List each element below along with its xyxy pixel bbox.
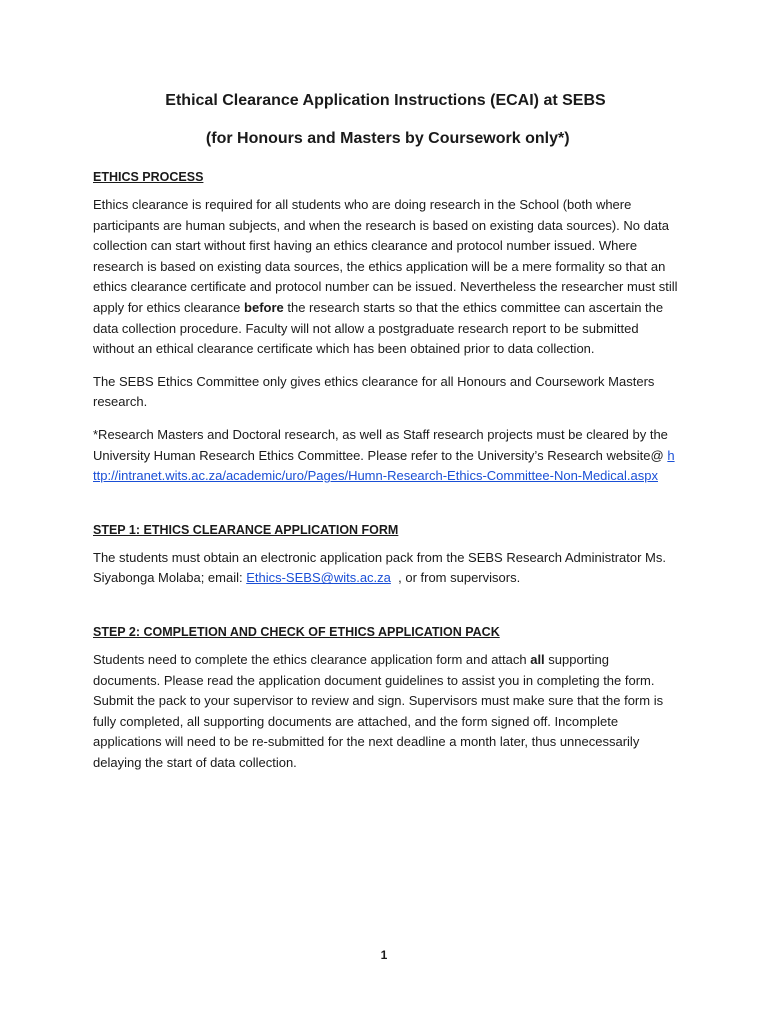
step-1-heading: STEP 1: ETHICS CLEARANCE APPLICATION FORM [93, 522, 399, 537]
ethics-process-paragraph-2: The SEBS Ethics Committee only gives ethics clearance for all Honours and Coursework Masters research. [93, 373, 655, 410]
step-2-paragraph-text-a: Students need to complete the ethics clearance application form and attach [93, 651, 531, 667]
ethics-email-link[interactable]: Ethics-SEBS@wits.ac.za [246, 570, 391, 586]
step-2-paragraph [93, 650, 678, 774]
ethics-process-paragraph-1-text-b: the research starts so that the ethics committee can ascertain the data collection procedure. Faculty will not allow a postgraduate research report to be submitted without an ethical clearance certificate which has been obtained prior to data collection. [93, 299, 664, 357]
document-title: Ethical Clearance Application Instructions (ECAI) at SEBS [165, 92, 606, 109]
document-body [93, 90, 678, 773]
step-2-paragraph-text-b: supporting documents. Please read the application document guidelines to assist you in completing the form. Submit the pack to your supervisor to review and sign. Supervisors must make sure that the form is fully completed, all supporting documents are attached, and the form signed off. Incomplete applications will need to be re-submitted for the next deadline a month later, thus unnecessarily delaying the start of data collection. [93, 651, 664, 770]
step-2-heading: STEP 2: COMPLETION AND CHECK OF ETHICS APPLICATION PACK [93, 624, 500, 639]
step-1-paragraph [93, 548, 678, 589]
ethics-process-paragraph-1 [93, 195, 678, 360]
step-2-paragraph-bold: all [530, 651, 545, 667]
ethics-process-paragraph-1-text-a: Ethics clearance is required for all students who are doing research in the School (both where participants are human subjects, and when the research is based on existing data sources). No data collection can start without first having an ethics clearance and protocol number issued. Where research is based on existing data sources, the ethics application will be a mere formality so that an ethics clearance certificate and protocol number can be issued. Nevertheless the researcher must still apply for ethics clearance [93, 197, 678, 315]
document-subtitle: (for Honours and Masters by Coursework only*) [201, 130, 570, 147]
research-ethics-website-link[interactable]: http://intranet.wits.ac.za/academic/uro/Pages/Humn-Research-Ethics-Committee-Non-Medical.aspx [93, 447, 675, 484]
ethics-process-paragraph-3-text: *Research Masters and Doctoral research, as well as Staff research projects must be cleared by the University Human Research Ethics Committee. Please refer to the University’s Research website@ [93, 426, 668, 463]
step-1-paragraph-text-b: , or from supervisors. [390, 570, 521, 586]
page-number: 1 [380, 948, 388, 962]
ethics-process-heading: ETHICS PROCESS [93, 170, 204, 184]
step-1-paragraph-text-a: The students must obtain an electronic application pack from the SEBS Research Administrator Ms. Siyabonga Molaba; email: [93, 549, 666, 586]
ethics-process-paragraph-1-bold: before [244, 299, 284, 315]
ethics-process-paragraph-3 [93, 425, 678, 487]
